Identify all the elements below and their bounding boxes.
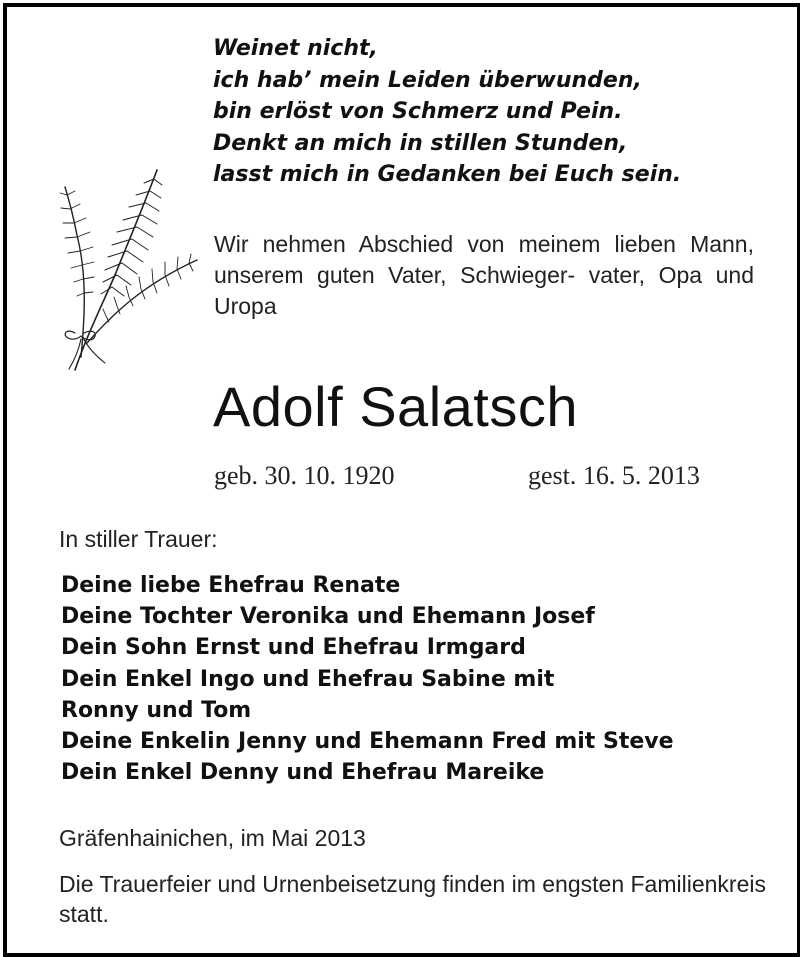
poem-line: lasst mich in Gedanken bei Euch sein. [213, 162, 682, 187]
birth-date: geb. 30. 10. 1920 [214, 461, 395, 490]
fern-icon [57, 165, 207, 375]
poem-line: Weinet nicht, [213, 36, 378, 61]
family-line: Deine Enkelin Jenny und Ehemann Fred mit Steve [61, 729, 674, 755]
place-date: Gräfenhainichen, im Mai 2013 [59, 825, 366, 851]
deceased-name: Adolf Salatsch [213, 375, 578, 438]
ceremony-note: Die Trauerfeier und Urnenbeisetzung finden im engsten Familienkreis statt. [59, 871, 766, 927]
family-line: Deine Tochter Veronika und Ehemann Josef [61, 604, 595, 630]
obituary-frame [3, 3, 800, 957]
family-list [61, 570, 761, 788]
family-line: Ronny und Tom [61, 697, 252, 723]
family-line: Dein Enkel Ingo und Ehefrau Sabine mit [61, 666, 555, 692]
poem [213, 33, 773, 191]
family-line: Dein Enkel Denny und Ehefrau Mareike [61, 760, 545, 786]
mourning-label: In stiller Trauer: [59, 526, 218, 552]
family-line: Deine liebe Ehefrau Renate [61, 573, 401, 598]
family-line: Dein Sohn Ernst und Ehefrau Irmgard [61, 635, 526, 661]
death-date: gest. 16. 5. 2013 [528, 461, 700, 490]
poem-line: bin erlöst von Schmerz und Pein. [213, 99, 623, 124]
poem-line: Denkt an mich in stillen Stunden, [213, 130, 628, 156]
intro-text: Wir nehmen Abschied von meinem lieben Mann, unserem guten Vater, Schwieger- vater, Opa und Uropa [214, 231, 754, 319]
poem-line: ich hab’ mein Leiden überwunden, [213, 67, 642, 93]
